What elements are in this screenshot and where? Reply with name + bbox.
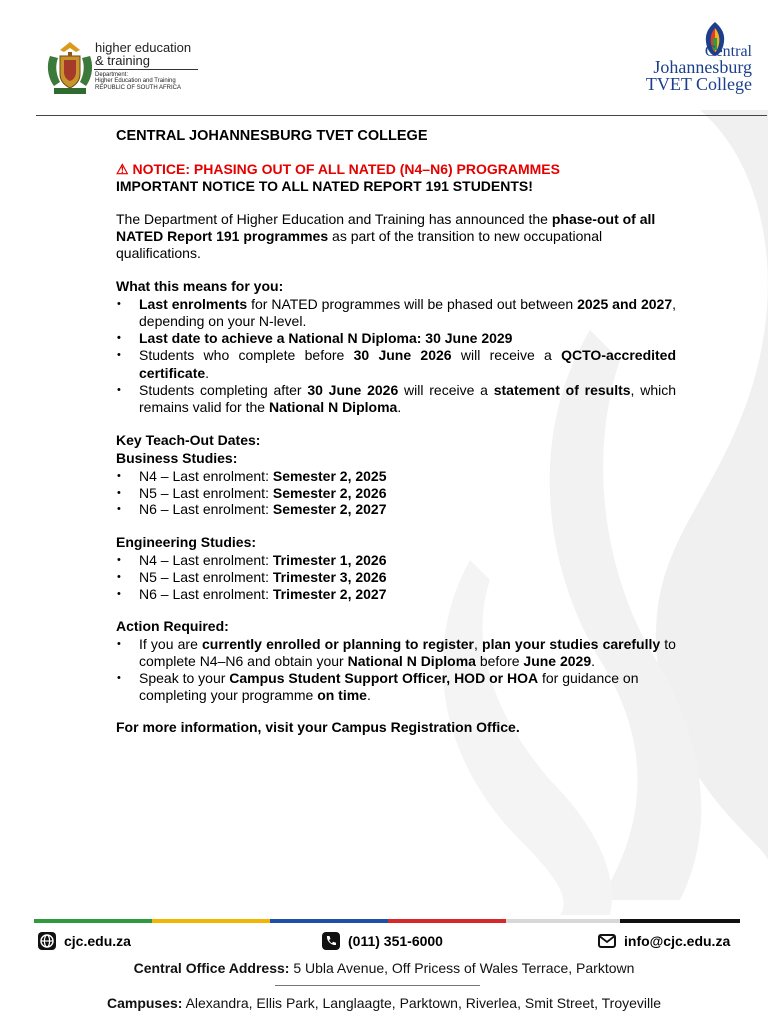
dhet-dept-name: Higher Education and Training <box>95 78 176 85</box>
contact-row <box>0 930 768 952</box>
dhet-title-line1: higher education <box>95 40 192 55</box>
action-list <box>116 636 676 703</box>
email-item[interactable] <box>598 932 730 950</box>
stripe-blue <box>270 919 388 923</box>
stripe-red <box>388 919 506 923</box>
business-heading: Business Studies: <box>116 449 238 466</box>
cjc-logo-line1: Central <box>704 43 752 60</box>
college-name: CENTRAL JOHANNESBURG TVET COLLEGE <box>116 128 428 144</box>
list-item: • Speak to your Campus Student Support Officer, HOD or HOA for guidance on completing your programme on time. <box>139 670 676 704</box>
email-icon <box>598 932 616 950</box>
action-heading: Action Required: <box>116 618 229 635</box>
central-office-address: Central Office Address: 5 Ubla Avenue, Off Pricess of Wales Terrace, Parktown <box>133 960 635 976</box>
notice-body <box>116 128 676 737</box>
cjc-logo-line2: Johannesburg <box>653 57 752 77</box>
dates-heading: Key Teach-Out Dates: <box>116 432 261 449</box>
list-item: • N5 – Last enrolment: Semester 2, 2026 <box>139 485 676 502</box>
list-item: • N6 – Last enrolment: Trimester 2, 2027 <box>139 586 676 603</box>
list-item: • N5 – Last enrolment: Trimester 3, 2026 <box>139 569 676 586</box>
letterhead <box>0 0 768 115</box>
list-item: • N4 – Last enrolment: Trimester 1, 2026 <box>139 552 676 569</box>
phone-item[interactable] <box>322 932 443 950</box>
notice-subheading: IMPORTANT NOTICE TO ALL NATED REPORT 191 STUDENTS! <box>116 177 533 194</box>
engineering-list <box>116 552 676 602</box>
campuses-list: Campuses: Alexandra, Ellis Park, Langlaagte, Parktown, Riverlea, Smit Street, Troyeville <box>106 995 662 1011</box>
engineering-heading: Engineering Studies: <box>116 534 257 551</box>
means-heading: What this means for you: <box>116 277 284 294</box>
notice-heading: ⚠ NOTICE: PHASING OUT OF ALL NATED (N4–N6) PROGRAMMES <box>116 160 560 177</box>
warning-icon: ⚠ <box>116 160 129 177</box>
address-rule <box>275 985 480 986</box>
coat-of-arms-icon <box>40 38 100 100</box>
list-item: • Students who complete before 30 June 2026 will receive a QCTO-accredited certificate. <box>139 347 676 382</box>
stripe-yellow <box>152 919 270 923</box>
list-item: • N6 – Last enrolment: Semester 2, 2027 <box>139 501 676 518</box>
website-item[interactable] <box>38 932 131 950</box>
stripe-green <box>34 919 152 923</box>
dhet-dept-label: Department: <box>95 72 129 78</box>
list-item: • If you are currently enrolled or planning to register, plan your studies carefully to complete N4–N6 and obtain your National N Diploma before June 2029. <box>139 636 676 670</box>
globe-icon <box>38 932 56 950</box>
more-info: For more information, visit your Campus Registration Office. <box>116 719 520 736</box>
intro-paragraph: The Department of Higher Education and Training has announced the phase-out of all NATED Report 191 programmes as part of the transition to new occupational qualifications. <box>116 211 656 261</box>
dhet-title-line2: & training <box>95 53 150 68</box>
list-item: • Last date to achieve a National N Diploma: 30 June 2029 <box>139 330 676 347</box>
business-list <box>116 468 676 518</box>
stripe-grey <box>506 919 620 923</box>
list-item: • Last enrolments for NATED programmes will be phased out between 2025 and 2027, depending on your N-level. <box>139 296 676 331</box>
list-item: • N4 – Last enrolment: Semester 2, 2025 <box>139 468 676 485</box>
stripe-black <box>620 919 740 923</box>
phone-number[interactable]: (011) 351-6000 <box>348 933 443 949</box>
means-list <box>116 296 676 417</box>
dhet-country: REPUBLIC OF SOUTH AFRICA <box>95 84 182 91</box>
header-rule <box>36 115 767 116</box>
website-link[interactable]: cjc.edu.za <box>64 933 131 949</box>
list-item: • Students completing after 30 June 2026 will receive a statement of results, which remains valid for the National N Diploma. <box>139 382 676 417</box>
phone-icon <box>322 932 340 950</box>
dhet-rule <box>94 69 198 70</box>
cjc-logo-line3: TVET College <box>645 74 752 94</box>
email-link[interactable]: info@cjc.edu.za <box>624 933 731 949</box>
